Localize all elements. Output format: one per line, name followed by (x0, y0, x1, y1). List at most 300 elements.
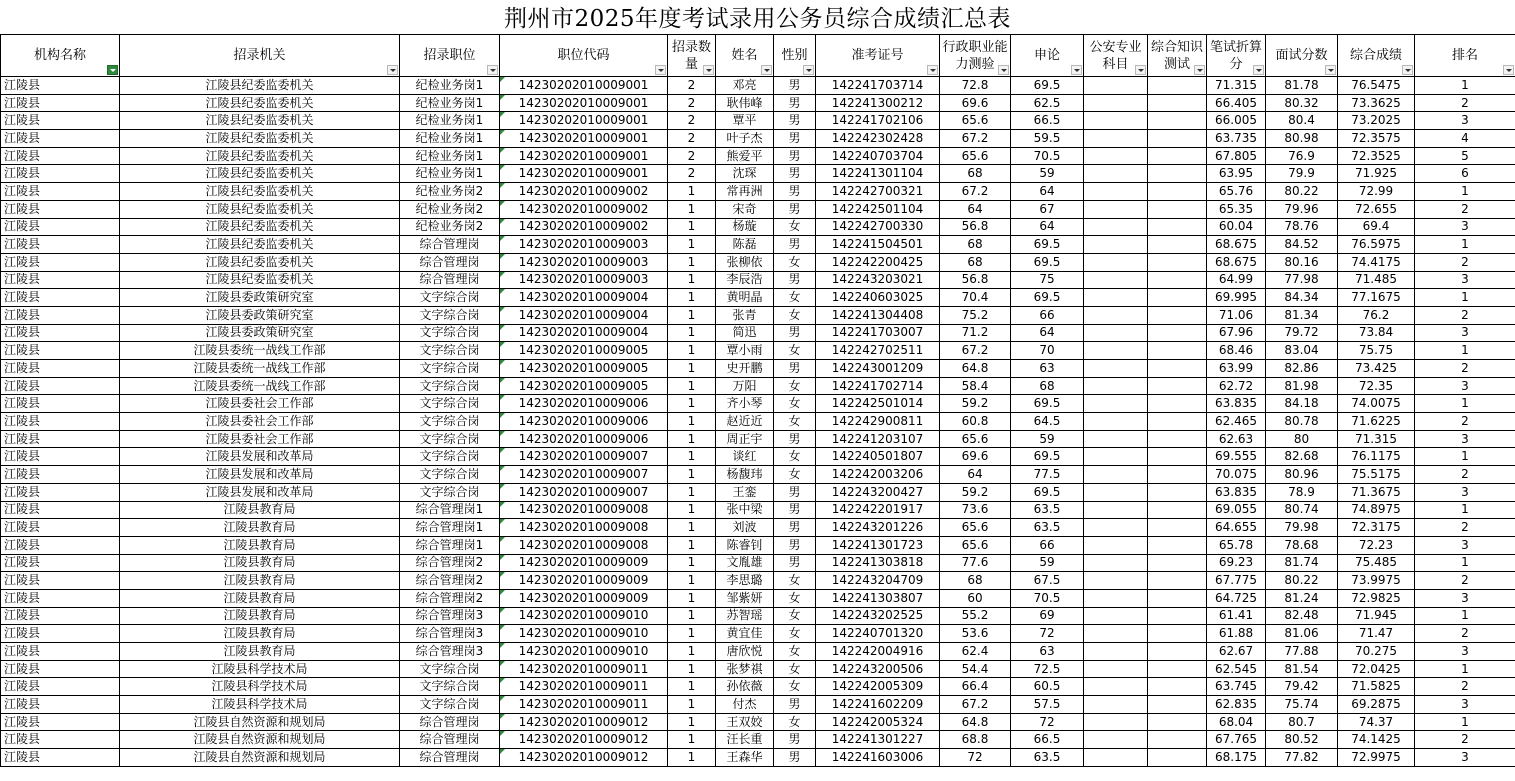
filter-active-icon[interactable] (107, 65, 118, 75)
cell-sl: 72.5 (1011, 660, 1084, 678)
cell-name: 覃小雨 (716, 342, 774, 360)
header-row (1, 35, 1515, 77)
cell-count: 1 (668, 483, 716, 501)
cell-gender: 女 (774, 413, 816, 431)
cell-bs: 63.835 (1207, 395, 1266, 413)
cell-ga (1084, 713, 1148, 731)
cell-note-indicator-icon (500, 484, 505, 489)
cell-zh (1148, 112, 1207, 130)
cell-gender: 男 (774, 749, 816, 767)
cell-count: 1 (668, 430, 716, 448)
cell-note-indicator-icon (500, 236, 505, 241)
cell-note-indicator-icon (500, 448, 505, 453)
cell-bs: 68.04 (1207, 713, 1266, 731)
cell-ticket: 142241702714 (816, 377, 940, 395)
cell-note-indicator-icon (500, 643, 505, 648)
cell-post: 综合管理岗1 (400, 501, 500, 519)
cell-note-indicator-icon (500, 325, 505, 330)
cell-gender: 女 (774, 466, 816, 484)
filter-dropdown-icon[interactable] (998, 65, 1009, 75)
table-row (1, 731, 1515, 749)
cell-name: 史开鹏 (716, 360, 774, 378)
table-row (1, 572, 1515, 590)
cell-zh (1148, 271, 1207, 289)
cell-note-indicator-icon (500, 608, 505, 613)
cell-ms: 82.86 (1266, 360, 1338, 378)
cell-total: 72.9975 (1338, 749, 1415, 767)
table-row (1, 218, 1515, 236)
cell-bs: 69.23 (1207, 554, 1266, 572)
cell-gender: 男 (774, 430, 816, 448)
cell-zh (1148, 448, 1207, 466)
cell-bs: 70.075 (1207, 466, 1266, 484)
cell-rank: 6 (1415, 165, 1515, 183)
cell-org: 江陵县 (1, 377, 120, 395)
cell-org: 江陵县 (1, 324, 120, 342)
table-row (1, 271, 1515, 289)
table-row (1, 236, 1515, 254)
cell-bs: 68.175 (1207, 749, 1266, 767)
cell-dept: 江陵县科学技术局 (120, 696, 400, 714)
cell-rank: 1 (1415, 713, 1515, 731)
cell-rank: 2 (1415, 572, 1515, 590)
cell-org: 江陵县 (1, 253, 120, 271)
cell-ms: 75.74 (1266, 696, 1338, 714)
cell-count: 1 (668, 731, 716, 749)
cell-gender: 男 (774, 130, 816, 148)
cell-gender: 女 (774, 643, 816, 661)
cell-gender: 男 (774, 536, 816, 554)
cell-count: 2 (668, 130, 716, 148)
cell-zh (1148, 342, 1207, 360)
cell-dept: 江陵县委统一战线工作部 (120, 342, 400, 360)
cell-ms: 80.32 (1266, 94, 1338, 112)
cell-code: 14230202010009011 (500, 660, 668, 678)
cell-total: 72.99 (1338, 183, 1415, 201)
cell-org: 江陵县 (1, 572, 120, 590)
cell-sl: 66 (1011, 306, 1084, 324)
cell-rank: 3 (1415, 589, 1515, 607)
cell-gender: 女 (774, 660, 816, 678)
cell-ms: 80.22 (1266, 183, 1338, 201)
cell-ms: 76.9 (1266, 147, 1338, 165)
cell-sl: 67.5 (1011, 572, 1084, 590)
cell-post: 文字综合岗 (400, 483, 500, 501)
cell-ga (1084, 536, 1148, 554)
cell-post: 综合管理岗 (400, 236, 500, 254)
cell-ticket: 142241203107 (816, 430, 940, 448)
cell-total: 76.5475 (1338, 77, 1415, 95)
filter-dropdown-icon[interactable] (803, 65, 814, 75)
cell-code: 14230202010009005 (500, 342, 668, 360)
cell-sl: 68 (1011, 377, 1084, 395)
cell-total: 72.655 (1338, 200, 1415, 218)
cell-org: 江陵县 (1, 183, 120, 201)
cell-post: 综合管理岗 (400, 731, 500, 749)
cell-xc: 64.8 (940, 360, 1011, 378)
cell-sl: 72 (1011, 625, 1084, 643)
cell-xc: 55.2 (940, 607, 1011, 625)
cell-note-indicator-icon (500, 289, 505, 294)
cell-ms: 80.16 (1266, 253, 1338, 271)
cell-zh (1148, 147, 1207, 165)
cell-post: 综合管理岗3 (400, 625, 500, 643)
cell-ga (1084, 377, 1148, 395)
cell-dept: 江陵县科学技术局 (120, 678, 400, 696)
cell-rank: 1 (1415, 236, 1515, 254)
cell-bs: 63.835 (1207, 483, 1266, 501)
cell-note-indicator-icon (500, 201, 505, 206)
table-row (1, 625, 1515, 643)
header-label: 公安专业科目 (1089, 39, 1142, 72)
cell-bs: 66.005 (1207, 112, 1266, 130)
header-label: 机构名称 (33, 48, 86, 63)
cell-total: 73.3625 (1338, 94, 1415, 112)
header-xc (940, 35, 1011, 77)
cell-ga (1084, 554, 1148, 572)
header-label: 准考证号 (851, 48, 904, 63)
cell-org: 江陵县 (1, 147, 120, 165)
cell-xc: 59.2 (940, 395, 1011, 413)
cell-gender: 女 (774, 395, 816, 413)
cell-bs: 62.67 (1207, 643, 1266, 661)
cell-org: 江陵县 (1, 483, 120, 501)
cell-zh (1148, 130, 1207, 148)
table-row (1, 607, 1515, 625)
cell-code: 14230202010009011 (500, 678, 668, 696)
cell-dept: 江陵县教育局 (120, 536, 400, 554)
cell-count: 1 (668, 306, 716, 324)
cell-code: 14230202010009002 (500, 218, 668, 236)
cell-note-indicator-icon (500, 413, 505, 418)
cell-org: 江陵县 (1, 749, 120, 767)
cell-post: 文字综合岗 (400, 342, 500, 360)
cell-xc: 58.4 (940, 377, 1011, 395)
cell-post: 文字综合岗 (400, 395, 500, 413)
cell-bs: 61.88 (1207, 625, 1266, 643)
cell-rank: 1 (1415, 660, 1515, 678)
cell-count: 2 (668, 77, 716, 95)
cell-dept: 江陵县纪委监委机关 (120, 236, 400, 254)
table-row (1, 377, 1515, 395)
cell-sl: 59 (1011, 554, 1084, 572)
cell-org: 江陵县 (1, 360, 120, 378)
cell-ticket: 142240501807 (816, 448, 940, 466)
cell-bs: 71.06 (1207, 306, 1266, 324)
cell-total: 76.1175 (1338, 448, 1415, 466)
cell-code: 14230202010009002 (500, 200, 668, 218)
cell-name: 孙依薇 (716, 678, 774, 696)
cell-total: 71.6225 (1338, 413, 1415, 431)
cell-zh (1148, 536, 1207, 554)
cell-name: 耿伟峰 (716, 94, 774, 112)
cell-xc: 64.8 (940, 713, 1011, 731)
table-row (1, 678, 1515, 696)
cell-zh (1148, 589, 1207, 607)
cell-total: 72.3525 (1338, 147, 1415, 165)
cell-ga (1084, 625, 1148, 643)
table-row (1, 165, 1515, 183)
cell-post: 综合管理岗2 (400, 589, 500, 607)
cell-code: 14230202010009010 (500, 607, 668, 625)
cell-bs: 68.46 (1207, 342, 1266, 360)
cell-count: 1 (668, 324, 716, 342)
cell-count: 2 (668, 112, 716, 130)
filter-dropdown-icon[interactable] (1071, 65, 1082, 75)
cell-ga (1084, 696, 1148, 714)
cell-code: 14230202010009006 (500, 430, 668, 448)
cell-dept: 江陵县委政策研究室 (120, 324, 400, 342)
cell-org: 江陵县 (1, 554, 120, 572)
filter-dropdown-icon[interactable] (387, 65, 398, 75)
filter-dropdown-icon[interactable] (487, 65, 498, 75)
cell-sl: 69.5 (1011, 253, 1084, 271)
filter-dropdown-icon[interactable] (1325, 65, 1336, 75)
header-count (668, 35, 716, 77)
cell-rank: 2 (1415, 519, 1515, 537)
cell-name: 张中梁 (716, 501, 774, 519)
cell-name: 文胤雄 (716, 554, 774, 572)
cell-bs: 69.555 (1207, 448, 1266, 466)
cell-sl: 59.5 (1011, 130, 1084, 148)
cell-zh (1148, 183, 1207, 201)
cell-zh (1148, 713, 1207, 731)
cell-count: 1 (668, 183, 716, 201)
filter-dropdown-icon[interactable] (927, 65, 938, 75)
table-row (1, 696, 1515, 714)
cell-ticket: 142240701320 (816, 625, 940, 643)
cell-count: 1 (668, 253, 716, 271)
cell-org: 江陵县 (1, 643, 120, 661)
cell-ms: 80 (1266, 430, 1338, 448)
cell-bs: 62.465 (1207, 413, 1266, 431)
cell-code: 14230202010009012 (500, 731, 668, 749)
header-gender (774, 35, 816, 77)
cell-name: 陈睿钊 (716, 536, 774, 554)
cell-gender: 男 (774, 501, 816, 519)
cell-total: 73.425 (1338, 360, 1415, 378)
cell-count: 1 (668, 501, 716, 519)
cell-name: 陈磊 (716, 236, 774, 254)
cell-xc: 75.2 (940, 306, 1011, 324)
cell-xc: 67.2 (940, 183, 1011, 201)
cell-ga (1084, 236, 1148, 254)
cell-post: 文字综合岗 (400, 360, 500, 378)
cell-dept: 江陵县发展和改革局 (120, 483, 400, 501)
cell-zh (1148, 430, 1207, 448)
cell-gender: 女 (774, 572, 816, 590)
cell-code: 14230202010009007 (500, 466, 668, 484)
cell-note-indicator-icon (500, 661, 505, 666)
cell-code: 14230202010009012 (500, 749, 668, 767)
filter-dropdown-icon[interactable] (1402, 65, 1413, 75)
cell-org: 江陵县 (1, 501, 120, 519)
cell-count: 1 (668, 589, 716, 607)
cell-count: 1 (668, 218, 716, 236)
cell-xc: 53.6 (940, 625, 1011, 643)
cell-total: 72.3175 (1338, 519, 1415, 537)
cell-rank: 1 (1415, 77, 1515, 95)
cell-ticket: 142243204709 (816, 572, 940, 590)
header-label: 职位代码 (557, 48, 610, 63)
cell-ms: 81.98 (1266, 377, 1338, 395)
cell-org: 江陵县 (1, 731, 120, 749)
cell-gender: 男 (774, 324, 816, 342)
table-row (1, 94, 1515, 112)
cell-bs: 67.805 (1207, 147, 1266, 165)
cell-total: 71.925 (1338, 165, 1415, 183)
cell-ticket: 142241504501 (816, 236, 940, 254)
cell-name: 王双姣 (716, 713, 774, 731)
cell-rank: 2 (1415, 413, 1515, 431)
table-row (1, 430, 1515, 448)
cell-count: 1 (668, 413, 716, 431)
cell-count: 1 (668, 749, 716, 767)
cell-count: 1 (668, 342, 716, 360)
cell-ms: 79.72 (1266, 324, 1338, 342)
cell-ga (1084, 430, 1148, 448)
cell-ga (1084, 466, 1148, 484)
cell-count: 1 (668, 643, 716, 661)
cell-name: 熊爱平 (716, 147, 774, 165)
cell-total: 74.1425 (1338, 731, 1415, 749)
table-row (1, 448, 1515, 466)
filter-dropdown-icon[interactable] (655, 65, 666, 75)
cell-code: 14230202010009001 (500, 94, 668, 112)
cell-rank: 3 (1415, 696, 1515, 714)
cell-ticket: 142241300212 (816, 94, 940, 112)
cell-xc: 59.2 (940, 483, 1011, 501)
cell-org: 江陵县 (1, 77, 120, 95)
cell-ms: 78.9 (1266, 483, 1338, 501)
header-name (716, 35, 774, 77)
cell-sl: 69.5 (1011, 448, 1084, 466)
cell-zh (1148, 572, 1207, 590)
cell-count: 1 (668, 360, 716, 378)
cell-ga (1084, 77, 1148, 95)
cell-zh (1148, 200, 1207, 218)
cell-zh (1148, 306, 1207, 324)
cell-org: 江陵县 (1, 236, 120, 254)
cell-rank: 2 (1415, 200, 1515, 218)
cell-gender: 男 (774, 696, 816, 714)
cell-ticket: 142243202525 (816, 607, 940, 625)
cell-ticket: 142241301723 (816, 536, 940, 554)
cell-ticket: 142242005309 (816, 678, 940, 696)
cell-post: 纪检业务岗1 (400, 147, 500, 165)
cell-rank: 2 (1415, 253, 1515, 271)
cell-sl: 64 (1011, 218, 1084, 236)
filter-dropdown-icon[interactable] (761, 65, 772, 75)
cell-ga (1084, 200, 1148, 218)
cell-post: 综合管理岗1 (400, 536, 500, 554)
cell-zh (1148, 749, 1207, 767)
cell-name: 覃平 (716, 112, 774, 130)
cell-org: 江陵县 (1, 713, 120, 731)
table-body (1, 77, 1515, 767)
cell-org: 江陵县 (1, 536, 120, 554)
cell-count: 1 (668, 607, 716, 625)
cell-rank: 1 (1415, 342, 1515, 360)
cell-bs: 64.725 (1207, 589, 1266, 607)
cell-zh (1148, 165, 1207, 183)
cell-count: 1 (668, 678, 716, 696)
cell-rank: 3 (1415, 377, 1515, 395)
cell-ticket: 142243203021 (816, 271, 940, 289)
cell-code: 14230202010009012 (500, 713, 668, 731)
cell-code: 14230202010009006 (500, 395, 668, 413)
cell-ms: 82.68 (1266, 448, 1338, 466)
cell-ticket: 142243001209 (816, 360, 940, 378)
cell-post: 纪检业务岗2 (400, 183, 500, 201)
cell-zh (1148, 678, 1207, 696)
cell-name: 张柳依 (716, 253, 774, 271)
cell-rank: 3 (1415, 218, 1515, 236)
cell-total: 74.37 (1338, 713, 1415, 731)
filter-dropdown-icon[interactable] (1503, 65, 1514, 75)
cell-org: 江陵县 (1, 448, 120, 466)
cell-rank: 1 (1415, 554, 1515, 572)
cell-post: 文字综合岗 (400, 448, 500, 466)
filter-dropdown-icon[interactable] (1253, 65, 1264, 75)
cell-zh (1148, 696, 1207, 714)
cell-dept: 江陵县自然资源和规划局 (120, 731, 400, 749)
filter-dropdown-icon[interactable] (703, 65, 714, 75)
table-row (1, 749, 1515, 767)
cell-note-indicator-icon (500, 590, 505, 595)
cell-gender: 男 (774, 183, 816, 201)
cell-sl: 70 (1011, 342, 1084, 360)
cell-zh (1148, 466, 1207, 484)
cell-note-indicator-icon (500, 537, 505, 542)
cell-ga (1084, 183, 1148, 201)
cell-code: 14230202010009004 (500, 324, 668, 342)
filter-dropdown-icon[interactable] (1135, 65, 1146, 75)
cell-sl: 69.5 (1011, 483, 1084, 501)
cell-post: 文字综合岗 (400, 413, 500, 431)
cell-dept: 江陵县教育局 (120, 501, 400, 519)
cell-xc: 65.6 (940, 430, 1011, 448)
cell-post: 文字综合岗 (400, 696, 500, 714)
cell-code: 14230202010009001 (500, 147, 668, 165)
cell-note-indicator-icon (500, 696, 505, 701)
cell-dept: 江陵县纪委监委机关 (120, 165, 400, 183)
cell-xc: 65.6 (940, 519, 1011, 537)
cell-total: 73.9975 (1338, 572, 1415, 590)
cell-name: 谈红 (716, 448, 774, 466)
cell-post: 文字综合岗 (400, 289, 500, 307)
cell-xc: 67.2 (940, 342, 1011, 360)
header-post (400, 35, 500, 77)
cell-name: 汪长重 (716, 731, 774, 749)
cell-sl: 64 (1011, 324, 1084, 342)
cell-xc: 65.6 (940, 112, 1011, 130)
cell-zh (1148, 501, 1207, 519)
cell-dept: 江陵县纪委监委机关 (120, 218, 400, 236)
cell-xc: 56.8 (940, 271, 1011, 289)
cell-sl: 63 (1011, 360, 1084, 378)
cell-ms: 80.22 (1266, 572, 1338, 590)
cell-ticket: 142242501104 (816, 200, 940, 218)
table-row (1, 183, 1515, 201)
cell-count: 1 (668, 660, 716, 678)
cell-dept: 江陵县纪委监委机关 (120, 271, 400, 289)
cell-bs: 61.41 (1207, 607, 1266, 625)
cell-post: 纪检业务岗1 (400, 112, 500, 130)
filter-dropdown-icon[interactable] (1194, 65, 1205, 75)
cell-post: 纪检业务岗1 (400, 94, 500, 112)
cell-sl: 63.5 (1011, 519, 1084, 537)
